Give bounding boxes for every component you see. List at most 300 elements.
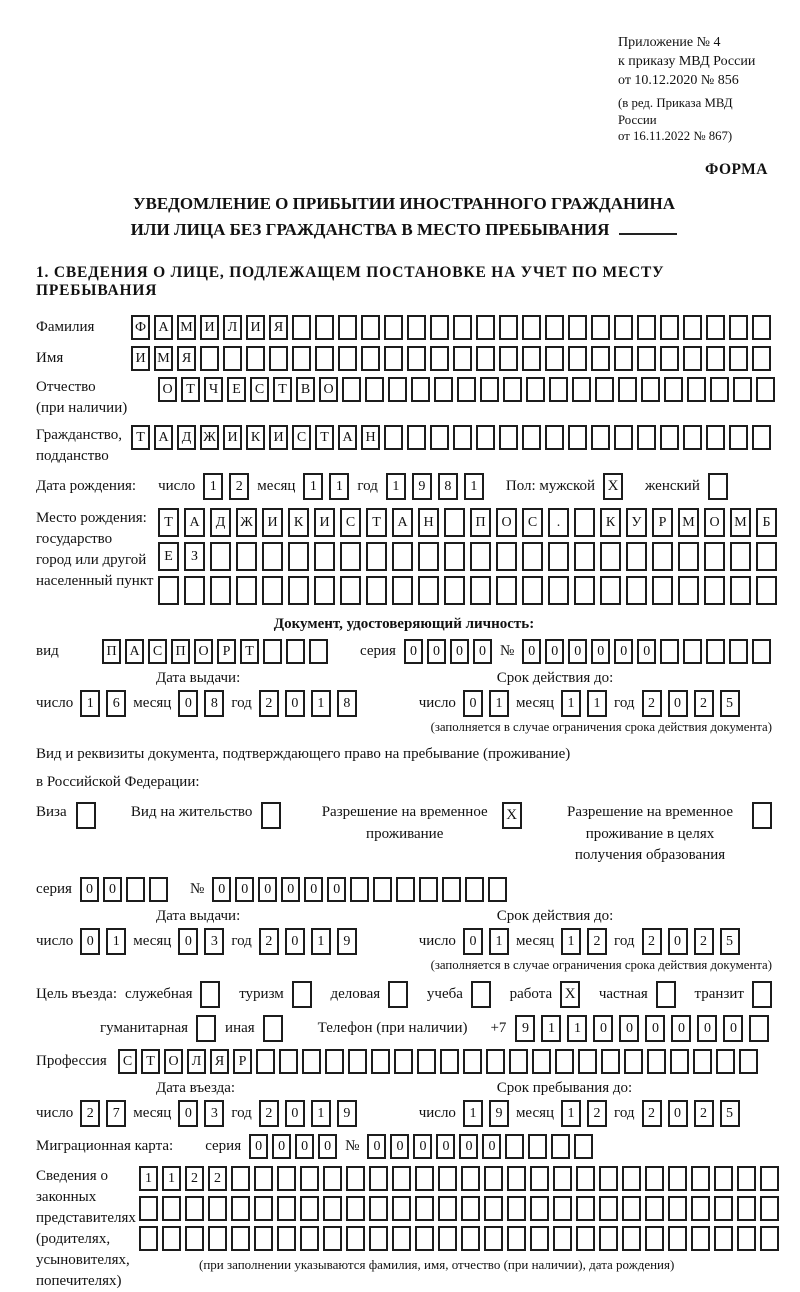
- form-cell[interactable]: [507, 1196, 526, 1221]
- form-cell[interactable]: [730, 576, 751, 605]
- form-cell[interactable]: [716, 1049, 735, 1074]
- form-cell[interactable]: П: [171, 639, 190, 664]
- form-cell[interactable]: У: [626, 508, 647, 537]
- form-cell[interactable]: 0: [568, 639, 587, 664]
- form-cell[interactable]: 0: [463, 690, 483, 717]
- form-cell[interactable]: [574, 576, 595, 605]
- form-cell[interactable]: [574, 508, 595, 537]
- checkbox[interactable]: X: [603, 473, 623, 500]
- form-cell[interactable]: [645, 1226, 664, 1251]
- form-cell[interactable]: [442, 877, 461, 902]
- form-cell[interactable]: К: [288, 508, 309, 537]
- form-cell[interactable]: [411, 377, 430, 402]
- form-cell[interactable]: [652, 576, 673, 605]
- form-cell[interactable]: [486, 1049, 505, 1074]
- form-cell[interactable]: [530, 1196, 549, 1221]
- form-cell[interactable]: 0: [281, 877, 300, 902]
- form-cell[interactable]: [660, 346, 679, 371]
- form-cell[interactable]: [730, 542, 751, 571]
- form-cell[interactable]: [528, 1134, 547, 1159]
- form-cell[interactable]: .: [548, 508, 569, 537]
- form-cell[interactable]: К: [246, 425, 265, 450]
- form-cell[interactable]: [463, 1049, 482, 1074]
- form-cell[interactable]: Ж: [200, 425, 219, 450]
- form-cell[interactable]: [417, 1049, 436, 1074]
- form-cell[interactable]: 0: [390, 1134, 409, 1159]
- form-cell[interactable]: 1: [162, 1166, 181, 1191]
- form-cell[interactable]: [733, 377, 752, 402]
- checkbox[interactable]: [471, 981, 491, 1008]
- form-cell[interactable]: [210, 576, 231, 605]
- form-cell[interactable]: [507, 1226, 526, 1251]
- form-cell[interactable]: 6: [106, 690, 126, 717]
- form-cell[interactable]: З: [184, 542, 205, 571]
- form-cell[interactable]: Д: [177, 425, 196, 450]
- form-cell[interactable]: [438, 1166, 457, 1191]
- form-cell[interactable]: [614, 315, 633, 340]
- form-cell[interactable]: 0: [272, 1134, 291, 1159]
- form-cell[interactable]: 0: [80, 928, 100, 955]
- checkbox[interactable]: [708, 473, 728, 500]
- form-cell[interactable]: [714, 1196, 733, 1221]
- form-cell[interactable]: [660, 425, 679, 450]
- form-cell[interactable]: [739, 1049, 758, 1074]
- form-cell[interactable]: [578, 1049, 597, 1074]
- form-cell[interactable]: [522, 542, 543, 571]
- form-cell[interactable]: М: [154, 346, 173, 371]
- form-cell[interactable]: [668, 1196, 687, 1221]
- form-cell[interactable]: [668, 1226, 687, 1251]
- form-cell[interactable]: [599, 1226, 618, 1251]
- form-cell[interactable]: [496, 542, 517, 571]
- form-cell[interactable]: [366, 542, 387, 571]
- form-cell[interactable]: [231, 1226, 250, 1251]
- form-cell[interactable]: 1: [80, 690, 100, 717]
- form-cell[interactable]: О: [164, 1049, 183, 1074]
- form-cell[interactable]: [302, 1049, 321, 1074]
- form-cell[interactable]: [576, 1196, 595, 1221]
- form-cell[interactable]: [568, 425, 587, 450]
- form-cell[interactable]: [595, 377, 614, 402]
- form-cell[interactable]: [622, 1196, 641, 1221]
- form-cell[interactable]: 5: [720, 1100, 740, 1127]
- form-cell[interactable]: [729, 346, 748, 371]
- form-cell[interactable]: 0: [413, 1134, 432, 1159]
- checkbox[interactable]: [752, 802, 772, 829]
- form-cell[interactable]: М: [177, 315, 196, 340]
- form-cell[interactable]: [444, 508, 465, 537]
- form-cell[interactable]: [470, 542, 491, 571]
- form-cell[interactable]: 0: [473, 639, 492, 664]
- form-cell[interactable]: [660, 315, 679, 340]
- form-cell[interactable]: [600, 576, 621, 605]
- form-cell[interactable]: [185, 1196, 204, 1221]
- form-cell[interactable]: 2: [259, 928, 279, 955]
- form-cell[interactable]: [366, 576, 387, 605]
- form-cell[interactable]: [706, 425, 725, 450]
- form-cell[interactable]: [714, 1166, 733, 1191]
- form-cell[interactable]: В: [296, 377, 315, 402]
- checkbox[interactable]: X: [502, 802, 522, 829]
- form-cell[interactable]: 0: [235, 877, 254, 902]
- form-cell[interactable]: 0: [103, 877, 122, 902]
- form-cell[interactable]: [691, 1196, 710, 1221]
- form-cell[interactable]: 0: [295, 1134, 314, 1159]
- form-cell[interactable]: 3: [204, 928, 224, 955]
- form-cell[interactable]: [752, 425, 771, 450]
- form-cell[interactable]: [614, 425, 633, 450]
- form-cell[interactable]: [737, 1226, 756, 1251]
- form-cell[interactable]: 0: [178, 1100, 198, 1127]
- form-cell[interactable]: [346, 1166, 365, 1191]
- form-cell[interactable]: [553, 1226, 572, 1251]
- form-cell[interactable]: [396, 877, 415, 902]
- form-cell[interactable]: 2: [259, 690, 279, 717]
- form-cell[interactable]: 2: [694, 928, 714, 955]
- checkbox[interactable]: [200, 981, 220, 1008]
- form-cell[interactable]: П: [470, 508, 491, 537]
- form-cell[interactable]: [323, 1196, 342, 1221]
- form-cell[interactable]: [200, 346, 219, 371]
- form-cell[interactable]: [254, 1166, 273, 1191]
- form-cell[interactable]: [369, 1226, 388, 1251]
- form-cell[interactable]: С: [292, 425, 311, 450]
- form-cell[interactable]: [499, 346, 518, 371]
- form-cell[interactable]: Т: [181, 377, 200, 402]
- form-cell[interactable]: [691, 1166, 710, 1191]
- form-cell[interactable]: [384, 425, 403, 450]
- form-cell[interactable]: [236, 542, 257, 571]
- form-cell[interactable]: 8: [337, 690, 357, 717]
- form-cell[interactable]: Р: [233, 1049, 252, 1074]
- form-cell[interactable]: А: [338, 425, 357, 450]
- form-cell[interactable]: [645, 1196, 664, 1221]
- form-cell[interactable]: 0: [178, 928, 198, 955]
- form-cell[interactable]: [418, 576, 439, 605]
- form-cell[interactable]: 0: [545, 639, 564, 664]
- form-cell[interactable]: [652, 542, 673, 571]
- form-cell[interactable]: [760, 1166, 779, 1191]
- form-cell[interactable]: [532, 1049, 551, 1074]
- form-cell[interactable]: 0: [697, 1015, 717, 1042]
- form-cell[interactable]: [572, 377, 591, 402]
- form-cell[interactable]: [480, 377, 499, 402]
- form-cell[interactable]: 1: [587, 690, 607, 717]
- form-cell[interactable]: [418, 542, 439, 571]
- form-cell[interactable]: [496, 576, 517, 605]
- form-cell[interactable]: [574, 1134, 593, 1159]
- form-cell[interactable]: [624, 1049, 643, 1074]
- checkbox[interactable]: [263, 1015, 283, 1042]
- form-cell[interactable]: [388, 377, 407, 402]
- form-cell[interactable]: [407, 315, 426, 340]
- form-cell[interactable]: [545, 315, 564, 340]
- form-cell[interactable]: [126, 877, 145, 902]
- form-cell[interactable]: [139, 1226, 158, 1251]
- form-cell[interactable]: 0: [671, 1015, 691, 1042]
- form-cell[interactable]: [208, 1226, 227, 1251]
- form-cell[interactable]: [756, 377, 775, 402]
- form-cell[interactable]: [760, 1226, 779, 1251]
- form-cell[interactable]: [522, 346, 541, 371]
- form-cell[interactable]: [340, 576, 361, 605]
- form-cell[interactable]: [430, 425, 449, 450]
- form-cell[interactable]: [338, 315, 357, 340]
- form-cell[interactable]: 1: [311, 928, 331, 955]
- form-cell[interactable]: 5: [720, 690, 740, 717]
- form-cell[interactable]: П: [102, 639, 121, 664]
- form-cell[interactable]: [706, 639, 725, 664]
- form-cell[interactable]: [369, 1196, 388, 1221]
- form-cell[interactable]: И: [314, 508, 335, 537]
- form-cell[interactable]: И: [246, 315, 265, 340]
- form-cell[interactable]: [292, 315, 311, 340]
- form-cell[interactable]: [314, 542, 335, 571]
- form-cell[interactable]: [704, 542, 725, 571]
- form-cell[interactable]: [438, 1226, 457, 1251]
- form-cell[interactable]: [706, 346, 725, 371]
- form-cell[interactable]: [323, 1166, 342, 1191]
- form-cell[interactable]: [678, 576, 699, 605]
- form-cell[interactable]: 2: [694, 1100, 714, 1127]
- form-cell[interactable]: [576, 1226, 595, 1251]
- form-cell[interactable]: 0: [249, 1134, 268, 1159]
- form-cell[interactable]: [622, 1226, 641, 1251]
- form-cell[interactable]: [553, 1166, 572, 1191]
- form-cell[interactable]: Л: [187, 1049, 206, 1074]
- checkbox[interactable]: [196, 1015, 216, 1042]
- form-cell[interactable]: [286, 639, 305, 664]
- form-cell[interactable]: [453, 315, 472, 340]
- form-cell[interactable]: 1: [311, 690, 331, 717]
- form-cell[interactable]: [551, 1134, 570, 1159]
- form-cell[interactable]: Ч: [204, 377, 223, 402]
- form-cell[interactable]: [415, 1226, 434, 1251]
- form-cell[interactable]: Т: [131, 425, 150, 450]
- form-cell[interactable]: [548, 542, 569, 571]
- form-cell[interactable]: 0: [318, 1134, 337, 1159]
- checkbox[interactable]: X: [560, 981, 580, 1008]
- form-cell[interactable]: М: [730, 508, 751, 537]
- form-cell[interactable]: И: [200, 315, 219, 340]
- form-cell[interactable]: [323, 1226, 342, 1251]
- form-cell[interactable]: 0: [593, 1015, 613, 1042]
- form-cell[interactable]: Е: [158, 542, 179, 571]
- form-cell[interactable]: [626, 576, 647, 605]
- form-cell[interactable]: [361, 315, 380, 340]
- form-cell[interactable]: [162, 1196, 181, 1221]
- form-cell[interactable]: [300, 1226, 319, 1251]
- form-cell[interactable]: [210, 542, 231, 571]
- form-cell[interactable]: 0: [367, 1134, 386, 1159]
- form-cell[interactable]: [484, 1226, 503, 1251]
- form-cell[interactable]: [208, 1196, 227, 1221]
- checkbox[interactable]: [76, 802, 96, 829]
- form-cell[interactable]: Я: [210, 1049, 229, 1074]
- form-cell[interactable]: 1: [489, 690, 509, 717]
- form-cell[interactable]: [526, 377, 545, 402]
- form-cell[interactable]: [314, 576, 335, 605]
- form-cell[interactable]: [149, 877, 168, 902]
- form-cell[interactable]: [576, 1166, 595, 1191]
- form-cell[interactable]: С: [340, 508, 361, 537]
- form-cell[interactable]: [614, 346, 633, 371]
- form-cell[interactable]: 0: [668, 928, 688, 955]
- form-cell[interactable]: [392, 1166, 411, 1191]
- form-cell[interactable]: [687, 377, 706, 402]
- form-cell[interactable]: [340, 542, 361, 571]
- form-cell[interactable]: [664, 377, 683, 402]
- form-cell[interactable]: 1: [541, 1015, 561, 1042]
- form-cell[interactable]: Т: [240, 639, 259, 664]
- form-cell[interactable]: К: [600, 508, 621, 537]
- form-cell[interactable]: Т: [315, 425, 334, 450]
- form-cell[interactable]: [254, 1196, 273, 1221]
- form-cell[interactable]: [262, 576, 283, 605]
- form-cell[interactable]: [484, 1196, 503, 1221]
- form-cell[interactable]: [263, 639, 282, 664]
- form-cell[interactable]: 0: [619, 1015, 639, 1042]
- form-cell[interactable]: [645, 1166, 664, 1191]
- form-cell[interactable]: [710, 377, 729, 402]
- form-cell[interactable]: [342, 377, 361, 402]
- form-cell[interactable]: [637, 425, 656, 450]
- form-cell[interactable]: [555, 1049, 574, 1074]
- form-cell[interactable]: 0: [614, 639, 633, 664]
- form-cell[interactable]: 2: [259, 1100, 279, 1127]
- form-cell[interactable]: 1: [561, 1100, 581, 1127]
- form-cell[interactable]: [407, 346, 426, 371]
- form-cell[interactable]: [737, 1166, 756, 1191]
- form-cell[interactable]: [637, 315, 656, 340]
- form-cell[interactable]: 2: [642, 928, 662, 955]
- form-cell[interactable]: [693, 1049, 712, 1074]
- form-cell[interactable]: 0: [327, 877, 346, 902]
- form-cell[interactable]: [729, 639, 748, 664]
- form-cell[interactable]: 2: [80, 1100, 100, 1127]
- form-cell[interactable]: [545, 346, 564, 371]
- form-cell[interactable]: [461, 1196, 480, 1221]
- form-cell[interactable]: 0: [522, 639, 541, 664]
- form-cell[interactable]: [729, 315, 748, 340]
- form-cell[interactable]: [599, 1166, 618, 1191]
- form-cell[interactable]: 1: [311, 1100, 331, 1127]
- form-cell[interactable]: [415, 1196, 434, 1221]
- form-cell[interactable]: О: [158, 377, 177, 402]
- form-cell[interactable]: 0: [427, 639, 446, 664]
- form-cell[interactable]: [415, 1166, 434, 1191]
- form-cell[interactable]: [392, 1196, 411, 1221]
- form-cell[interactable]: И: [131, 346, 150, 371]
- form-cell[interactable]: [548, 576, 569, 605]
- form-cell[interactable]: Т: [141, 1049, 160, 1074]
- form-cell[interactable]: 0: [304, 877, 323, 902]
- form-cell[interactable]: [315, 315, 334, 340]
- form-cell[interactable]: [522, 576, 543, 605]
- form-cell[interactable]: [256, 1049, 275, 1074]
- form-cell[interactable]: 8: [204, 690, 224, 717]
- form-cell[interactable]: [637, 346, 656, 371]
- form-cell[interactable]: [737, 1196, 756, 1221]
- form-cell[interactable]: 1: [139, 1166, 158, 1191]
- form-cell[interactable]: [300, 1196, 319, 1221]
- form-cell[interactable]: [453, 425, 472, 450]
- form-cell[interactable]: [600, 542, 621, 571]
- form-cell[interactable]: О: [496, 508, 517, 537]
- form-cell[interactable]: 0: [404, 639, 423, 664]
- form-cell[interactable]: Б: [756, 508, 777, 537]
- form-cell[interactable]: 1: [489, 928, 509, 955]
- form-cell[interactable]: [430, 346, 449, 371]
- checkbox[interactable]: [388, 981, 408, 1008]
- form-cell[interactable]: [729, 425, 748, 450]
- form-cell[interactable]: 2: [185, 1166, 204, 1191]
- form-cell[interactable]: [139, 1196, 158, 1221]
- form-cell[interactable]: [277, 1226, 296, 1251]
- form-cell[interactable]: [678, 542, 699, 571]
- form-cell[interactable]: Ж: [236, 508, 257, 537]
- form-cell[interactable]: 8: [438, 473, 458, 500]
- form-cell[interactable]: [338, 346, 357, 371]
- checkbox[interactable]: [292, 981, 312, 1008]
- form-cell[interactable]: [371, 1049, 390, 1074]
- form-cell[interactable]: [752, 639, 771, 664]
- form-cell[interactable]: [484, 1166, 503, 1191]
- form-cell[interactable]: [530, 1166, 549, 1191]
- form-cell[interactable]: [223, 346, 242, 371]
- form-cell[interactable]: [254, 1226, 273, 1251]
- form-cell[interactable]: [691, 1226, 710, 1251]
- form-cell[interactable]: 2: [229, 473, 249, 500]
- form-cell[interactable]: [756, 576, 777, 605]
- form-cell[interactable]: [641, 377, 660, 402]
- form-cell[interactable]: [434, 377, 453, 402]
- form-cell[interactable]: [618, 377, 637, 402]
- form-cell[interactable]: [384, 315, 403, 340]
- form-cell[interactable]: [760, 1196, 779, 1221]
- form-cell[interactable]: [574, 542, 595, 571]
- form-cell[interactable]: [384, 346, 403, 371]
- form-cell[interactable]: [553, 1196, 572, 1221]
- form-cell[interactable]: А: [154, 425, 173, 450]
- form-cell[interactable]: [499, 315, 518, 340]
- form-cell[interactable]: С: [148, 639, 167, 664]
- form-cell[interactable]: [752, 315, 771, 340]
- form-cell[interactable]: [348, 1049, 367, 1074]
- form-cell[interactable]: [277, 1166, 296, 1191]
- form-cell[interactable]: [599, 1196, 618, 1221]
- form-cell[interactable]: [461, 1226, 480, 1251]
- form-cell[interactable]: [373, 877, 392, 902]
- form-cell[interactable]: 0: [723, 1015, 743, 1042]
- form-cell[interactable]: 9: [337, 1100, 357, 1127]
- form-cell[interactable]: [346, 1226, 365, 1251]
- form-cell[interactable]: 0: [285, 928, 305, 955]
- form-cell[interactable]: [185, 1226, 204, 1251]
- form-cell[interactable]: 0: [668, 1100, 688, 1127]
- form-cell[interactable]: [430, 315, 449, 340]
- form-cell[interactable]: Т: [158, 508, 179, 537]
- form-cell[interactable]: О: [194, 639, 213, 664]
- form-cell[interactable]: О: [319, 377, 338, 402]
- form-cell[interactable]: [300, 1166, 319, 1191]
- form-cell[interactable]: [444, 542, 465, 571]
- form-cell[interactable]: [158, 576, 179, 605]
- form-cell[interactable]: Т: [273, 377, 292, 402]
- form-cell[interactable]: [162, 1226, 181, 1251]
- form-cell[interactable]: [457, 377, 476, 402]
- form-cell[interactable]: И: [262, 508, 283, 537]
